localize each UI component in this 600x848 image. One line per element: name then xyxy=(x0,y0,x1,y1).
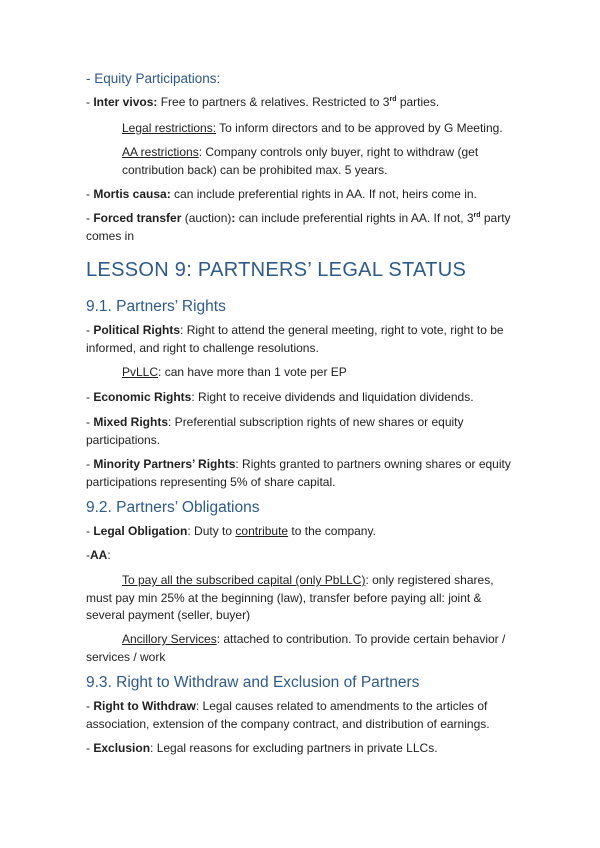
aa-paragraph: -AA: xyxy=(86,548,111,562)
economic-rights-paragraph: - Economic Rights: Right to receive dividends and liquidation dividends. xyxy=(86,390,474,404)
minority-rights-paragraph: - Minority Partners’ Rights: Rights granted to partners owning shares or equity participations representing 5% of share capital. xyxy=(86,457,511,489)
lesson-title: LESSON 9: PARTNERS’ LEGAL STATUS xyxy=(86,259,467,281)
mixed-rights-paragraph: - Mixed Rights: Preferential subscription rights of new shares or equity participations. xyxy=(86,415,464,447)
section-9-1-heading: 9.1. Partners’ Rights xyxy=(86,298,226,315)
forced-transfer-paragraph: - Forced transfer (auction): can include preferential rights in AA. If not, 3rd party comes in xyxy=(86,211,511,243)
ancillory-services-paragraph: Ancillory Services: attached to contribution. To provide certain behavior / services / work xyxy=(86,632,506,664)
pay-capital-paragraph: To pay all the subscribed capital (only PbLLC): only registered shares, must pay min 25% at the beginning (law), transfer before paying all: joint & several payment (seller, buyer) xyxy=(86,573,494,622)
political-rights-paragraph: - Political Rights: Right to attend the general meeting, right to vote, right to be informed, and right to challenge resolutions. xyxy=(86,323,504,355)
aa-restrictions-paragraph: AA restrictions: Company controls only buyer, right to withdraw (get contribution back) can be prohibited max. 5 years. xyxy=(122,145,479,177)
pvllc-paragraph: PvLLC: can have more than 1 vote per EP xyxy=(122,365,347,379)
section-9-2-heading: 9.2. Partners’ Obligations xyxy=(86,499,260,516)
legal-obligation-paragraph: - Legal Obligation: Duty to contribute to the company. xyxy=(86,524,376,538)
mortis-causa-paragraph: - Mortis causa: can include preferential rights in AA. If not, heirs come in. xyxy=(86,187,477,201)
inter-vivos-paragraph: - Inter vivos: Free to partners & relatives. Restricted to 3rd parties. xyxy=(86,95,440,109)
exclusion-paragraph: - Exclusion: Legal reasons for excluding partners in private LLCs. xyxy=(86,741,438,755)
section-9-3-heading: 9.3. Right to Withdraw and Exclusion of Partners xyxy=(86,674,420,691)
equity-participations-heading: - Equity Participations: xyxy=(86,71,221,86)
right-to-withdraw-paragraph: - Right to Withdraw: Legal causes related to amendments to the articles of association, extension of the company contract, and distribution of earnings. xyxy=(86,699,490,731)
legal-restrictions-paragraph: Legal restrictions: To inform directors and to be approved by G Meeting. xyxy=(122,121,503,135)
